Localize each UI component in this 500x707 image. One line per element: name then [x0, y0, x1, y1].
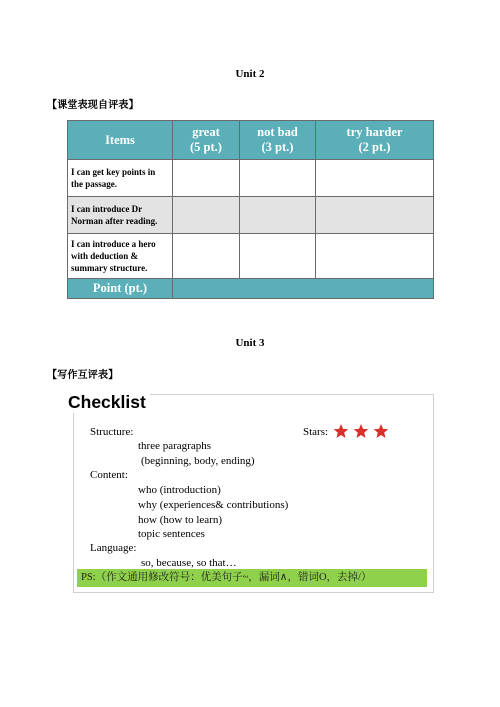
unit3-title: Unit 3: [235, 337, 265, 349]
language-label: Language:: [90, 542, 137, 554]
unit3-section-label: 【写作互评表】: [47, 370, 119, 381]
header-try-harder: try harder (2 pt.): [316, 121, 434, 160]
content-label: Content:: [90, 469, 128, 481]
score-cell[interactable]: [240, 197, 316, 234]
unit2-section-label: 【课堂表现自评表】: [47, 100, 139, 111]
content-item: why (experiences& contributions): [138, 499, 289, 511]
row-item-label: I can introduce Dr Norman after reading.: [68, 197, 173, 234]
table-row: [68, 234, 434, 279]
structure-item: (beginning, body, ending): [141, 455, 255, 467]
ps-note-bar: PS:（作文通用修改符号：优美句子~，漏词∧，错词O，去掉/）: [77, 569, 427, 587]
star-icon: [373, 423, 389, 439]
table-row: [68, 197, 434, 234]
checklist-title: Checklist: [68, 392, 150, 413]
score-cell[interactable]: [173, 160, 240, 197]
stars-label: Stars:: [303, 426, 329, 438]
row-item-label: I can get key points in the passage.: [68, 160, 173, 197]
header-not-bad: not bad (3 pt.): [240, 121, 316, 160]
header-great: great (5 pt.): [173, 121, 240, 160]
point-total-label: Point (pt.): [68, 279, 173, 299]
row-item-label: I can introduce a hero with deduction & summary structure.: [68, 234, 173, 279]
structure-label: Structure:: [90, 426, 134, 438]
table-row: [68, 160, 434, 197]
score-cell[interactable]: [173, 234, 240, 279]
star-icon: [353, 423, 369, 439]
header-items: Items: [68, 121, 173, 160]
table-footer-row: [68, 279, 434, 299]
content-item: who (introduction): [138, 484, 221, 496]
structure-item: three paragraphs: [138, 440, 211, 452]
score-cell[interactable]: [316, 160, 434, 197]
star-icon: [333, 423, 349, 439]
content-item: how (how to learn): [138, 514, 223, 526]
stars-rating[interactable]: [333, 423, 389, 441]
score-cell[interactable]: [173, 197, 240, 234]
self-evaluation-table: [67, 120, 434, 299]
table-header-row: [68, 121, 434, 160]
unit2-title: Unit 2: [235, 68, 265, 80]
score-cell[interactable]: [240, 234, 316, 279]
score-cell[interactable]: [240, 160, 316, 197]
language-item: so, because, so that…: [141, 557, 237, 569]
content-item: topic sentences: [138, 528, 205, 540]
score-cell[interactable]: [316, 197, 434, 234]
score-cell[interactable]: [316, 234, 434, 279]
point-total-cell[interactable]: [173, 279, 434, 299]
